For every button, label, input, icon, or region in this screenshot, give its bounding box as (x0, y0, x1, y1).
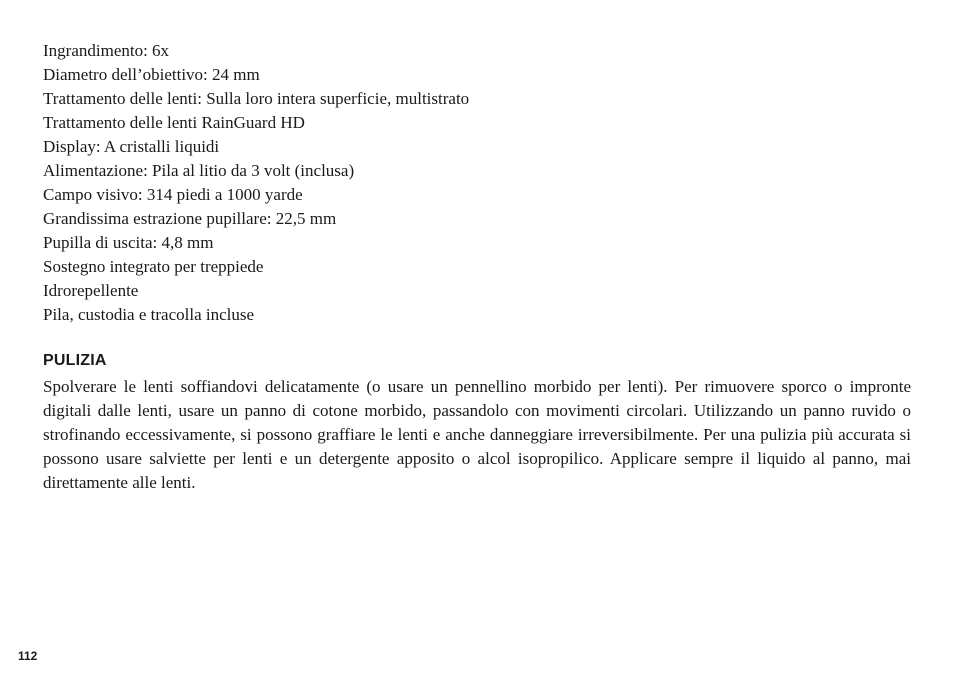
spec-item: Idrorepellente (43, 281, 139, 300)
spec-item: Trattamento delle lenti: Sulla loro intera superficie, multistrato (43, 89, 470, 108)
spec-item: Campo visivo: 314 piedi a 1000 yarde (43, 185, 303, 204)
spec-item: Sostegno integrato per treppiede (43, 257, 264, 276)
spec-item: Trattamento delle lenti RainGuard HD (43, 113, 305, 132)
spec-item: Alimentazione: Pila al litio da 3 volt (inclusa) (43, 161, 355, 180)
spec-item: Pupilla di uscita: 4,8 mm (43, 233, 214, 252)
cleaning-paragraph: Spolverare le lenti soffiandovi delicatamente (o usare un pennellino morbido per lenti). Per rimuovere sporco o impronte digitali dalle lenti, usare un panno di cotone morbido, passandolo con movimenti circolari. Utilizzando un panno ruvido o strofinando eccessivamente, si possono graffiare le lenti e anche danneggiare irreversibilmente. Per una pulizia più accurata si possono usare salviette per lenti e un detergente apposito o alcol isopropilico. Applicare sempre il liquido al panno, mai direttamente alle lenti. (43, 377, 911, 492)
spec-item: Diametro dell’obiettivo: 24 mm (43, 65, 260, 84)
spec-item: Grandissima estrazione pupillare: 22,5 mm (43, 209, 337, 228)
spec-item: Ingrandimento: 6x (43, 41, 170, 60)
cleaning-heading: PULIZIA (43, 352, 107, 369)
spec-item: Pila, custodia e tracolla incluse (43, 305, 255, 324)
specifications-list (43, 39, 469, 327)
spec-item: Display: A cristalli liquidi (43, 137, 220, 156)
page-number: 112 (18, 649, 38, 663)
